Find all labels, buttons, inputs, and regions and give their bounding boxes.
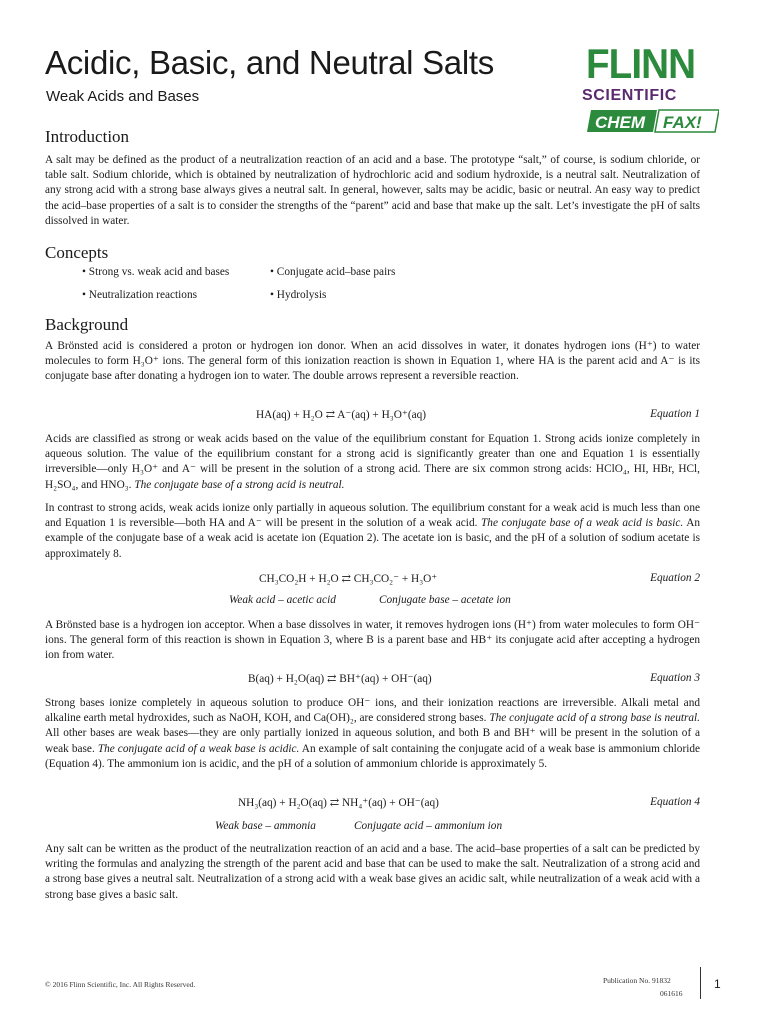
background-paragraph-2: Acids are classified as strong or weak acids based on the value of the equilibrium constant for Equation 1. Strong acids ionize completely in aqueous solution. The value of the equilibrium constant for a strong acid is significantly greater than one and Equation 1 is essentially irreversible—only H₃O⁺ and A⁻ will be present in the solution of a strong acid. There are six common strong acids: HClO₄, HI, HBr, HCl, H₂SO₄, and HNO₃. The conjugate base of a strong acid is neutral.: [45, 433, 700, 491]
concepts-heading: Concepts: [45, 243, 109, 262]
page-subtitle: Weak Acids and Bases: [46, 88, 200, 105]
intro-heading: Introduction: [45, 127, 130, 146]
page-title: Acidic, Basic, and Neutral Salts: [45, 44, 494, 81]
equation-label: Equation 2: [650, 572, 700, 584]
publication-code: 061616: [660, 989, 683, 998]
background-heading: Background: [45, 315, 129, 334]
equation-annotation: Conjugate acid – ammonium ion: [354, 820, 503, 832]
concept-item: • Hydrolysis: [270, 289, 327, 301]
equation-annotation: Conjugate base – acetate ion: [379, 594, 511, 606]
equation-annotation: Weak base – ammonia: [215, 820, 316, 832]
equation-expression: HA(aq) + H₂O ⇄ A⁻(aq) + H₃O⁺(aq): [256, 409, 426, 421]
background-paragraph-3: In contrast to strong acids, weak acids ionize only partially in aqueous solution. The equilibrium constant for a weak acid is much less than one and Equation 1 is reversible—both HA and A⁻ will be present in the solution of a weak acid. The conjugate base of a weak acid is basic. An example of the conjugate base of a weak acid is acetate ion (Equation 2). The acetate ion is basic, and the pH of a solution of sodium acetate is approximately 8.: [45, 502, 700, 560]
background-paragraph-1: A Brönsted acid is considered a proton or hydrogen ion donor. When an acid dissolves in water, it donates hydrogen ions (H⁺) to water molecules to form H₃O⁺ ions. The general form of this ionization reaction is shown in Equation 1, where HA is the parent acid and A⁻ is its conjugate base after donating a hydrogen ion to water. The double arrows represent a reversible reaction.: [45, 340, 700, 383]
logo-scientific-text: SCIENTIFIC: [582, 87, 677, 104]
page-number: 1: [714, 977, 721, 991]
background-paragraph-4: A Brönsted base is a hydrogen ion acceptor. When a base dissolves in water, it removes hydrogen ions (H⁺) from water molecules to form OH⁻ ions. The general form of this reaction is shown in Equation 3, where B is a parent base and HB⁺ its conjugate acid after accepting a hydrogen ion from water.: [45, 619, 700, 662]
intro-paragraph: A salt may be defined as the product of a neutralization reaction of an acid and a base. The prototype “salt,” of course, is sodium chloride, or table salt. Sodium chloride, which is obtained by neutralization of hydrochloric acid and sodium hydroxide, is a neutral salt. Neutralization of any strong acid with a strong base always gives a neutral salt. In general, however, salts may be acidic, basic or neutral. An easy way to predict the acid–base properties of a salt is to consider the strengths of the “parent” acid and base that make up the salt. Let’s investigate the pH of salts dissolved in water.: [45, 154, 700, 227]
footer-divider: [700, 967, 701, 999]
background-paragraph-5: Strong bases ionize completely in aqueous solution to produce OH⁻ ions, and their ionization reactions are irreversible. Alkali metal and alkaline earth metal hydroxides, such as NaOH, KOH, and Ca(OH)₂, are considered strong bases. The conjugate acid of a strong base is neutral. All other bases are weak bases—they are only partially ionized in aqueous solution, and both B and BH⁺ will be present in the solution of a weak base. The conjugate acid of a weak base is acidic. An example of salt containing the conjugate acid of a weak base is ammonium chloride (Equation 4). The ammonium ion is acidic, and the pH of a solution of ammonium chloride is approximately 5.: [45, 697, 701, 770]
equation-label: Equation 1: [650, 408, 700, 420]
logo-fax-text: FAX!: [663, 113, 702, 132]
concept-item: • Conjugate acid–base pairs: [270, 266, 396, 278]
equation-annotation: Weak acid – acetic acid: [229, 594, 336, 606]
publication-number: Publication No. 91832: [603, 976, 671, 985]
equation-label: Equation 4: [650, 796, 700, 808]
equation-expression: NH₃(aq) + H₂O(aq) ⇄ NH₄⁺(aq) + OH⁻(aq): [238, 797, 439, 809]
logo-chem-text: CHEM: [595, 113, 646, 132]
chemfax-badge-icon: [587, 108, 719, 134]
concept-item: • Neutralization reactions: [82, 289, 197, 301]
background-paragraph-6: Any salt can be written as the product of the neutralization reaction of an acid and a base. The acid–base properties of a salt can be predicted by writing the formulas and analyzing the strength of the parent acid and base that can be used to make the salt. Neutralization of a strong acid and a strong base gives a neutral salt. Neutralization of a strong acid with a weak base gives an acidic salt, while neutralization of a weak acid with a strong base gives a basic salt.: [45, 843, 700, 901]
concept-item: • Strong vs. weak acid and bases: [82, 266, 230, 278]
flinn-scientific-logo: [582, 40, 723, 138]
equation-label: Equation 3: [650, 672, 700, 684]
logo-flinn-text: FLINN: [586, 40, 696, 87]
copyright-text: © 2016 Flinn Scientific, Inc. All Rights Reserved.: [45, 980, 196, 989]
equation-expression: CH₃CO₂H + H₂O ⇄ CH₃CO₂⁻ + H₃O⁺: [259, 573, 438, 585]
equation-expression: B(aq) + H₂O(aq) ⇄ BH⁺(aq) + OH⁻(aq): [248, 673, 432, 685]
